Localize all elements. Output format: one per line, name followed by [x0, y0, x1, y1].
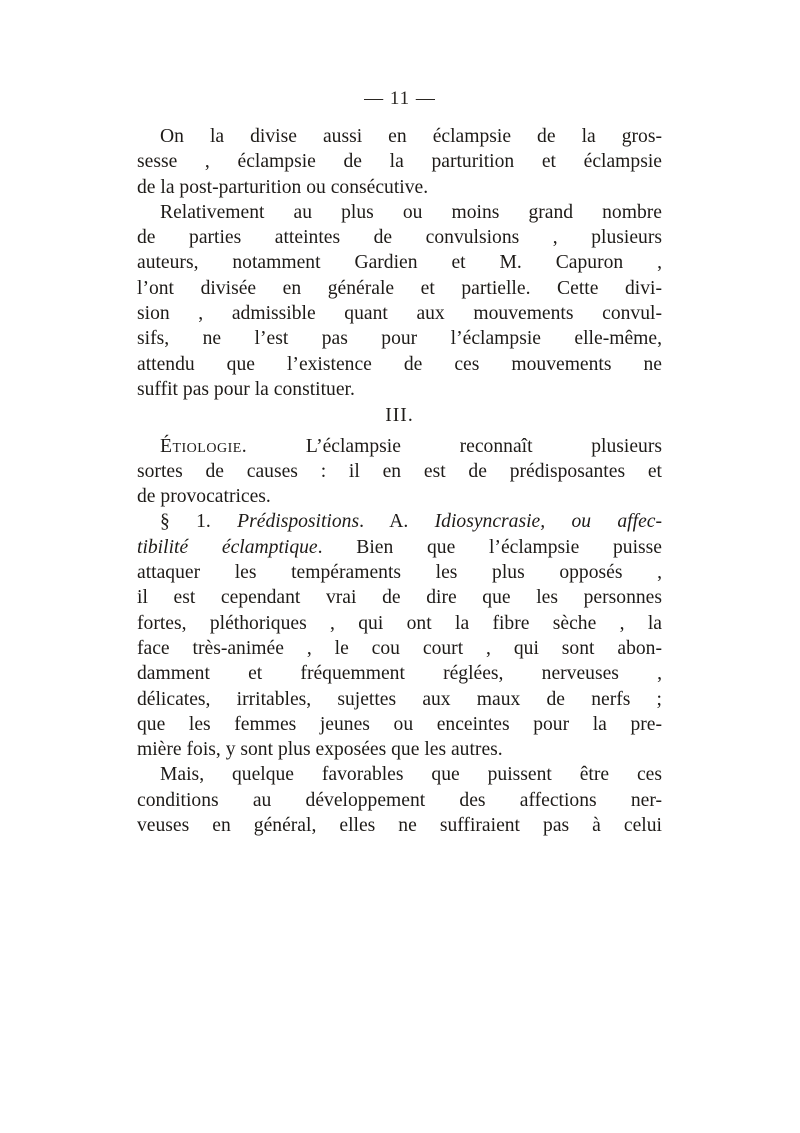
text-run: L’éclampsie reconnaît plusieurs [247, 435, 662, 457]
paragraph-4 [137, 509, 662, 762]
text-line: sion , admissible quant aux mouvements convul- [137, 303, 662, 325]
text-run: . A. [359, 511, 435, 533]
page-number: — 11 — [364, 88, 436, 109]
text-line: de provocatrices. [137, 486, 271, 508]
text-line: conditions au développement des affections ner- [137, 789, 662, 811]
italic-title: Prédispositions [237, 511, 360, 533]
section-mark: § 1. [160, 511, 238, 533]
text-line: sifs, ne l’est pas pour l’éclampsie elle-même, [137, 328, 662, 350]
body-text [137, 124, 662, 838]
italic-title: tibilité éclamptique [137, 536, 318, 558]
text-line: sesse , éclampsie de la parturition et éclampsie [137, 151, 662, 173]
paragraph-5 [137, 762, 662, 838]
section-lead: Étiologie. [160, 435, 248, 457]
text-line: il est cependant vrai de dire que les personnes [137, 587, 662, 609]
text-line: de la post-parturition ou consécutive. [137, 176, 429, 198]
text-line [137, 509, 662, 534]
text-line: sortes de causes : il en est de prédisposantes et [137, 460, 662, 482]
text-line: attendu que l’existence de ces mouvements ne [137, 353, 662, 375]
text-line: face très-animée , le cou court , qui sont abon- [137, 637, 662, 659]
text-line: On la divise aussi en éclampsie de la gros- [160, 126, 662, 147]
text-line: attaquer les tempéraments les plus opposés , [137, 562, 662, 584]
text-line: Mais, quelque favorables que puissent être ces [160, 764, 662, 786]
text-line: délicates, irritables, sujettes aux maux de nerfs ; [137, 688, 662, 710]
text-line: damment et fréquemment réglées, nerveuses , [137, 663, 662, 685]
text-line: que les femmes jeunes ou enceintes pour la pre- [137, 713, 662, 735]
text-line: fortes, pléthoriques , qui ont la fibre sèche , la [137, 612, 662, 634]
paragraph-3 [137, 434, 662, 510]
paragraph-1 [137, 124, 662, 200]
text-line: mière fois, y sont plus exposées que les autres. [137, 739, 503, 761]
text-line: veuses en général, elles ne suffiraient pas à celui [137, 815, 662, 837]
text-line [137, 434, 662, 459]
text-line: auteurs, notamment Gardien et M. Capuron , [137, 252, 662, 274]
text-line [137, 535, 662, 560]
text-line: de parties atteintes de convulsions , plusieurs [137, 227, 662, 249]
text-line: l’ont divisée en générale et partielle. Cette divi- [137, 277, 662, 299]
paragraph-2 [137, 200, 662, 402]
section-heading: III. [385, 405, 414, 427]
text-line: Relativement au plus ou moins grand nombre [160, 201, 662, 223]
text-line: suffit pas pour la constituer. [137, 378, 355, 400]
text-run: . Bien que l’éclampsie puisse [317, 536, 662, 558]
italic-title: Idiosyncrasie, ou affec- [434, 511, 662, 533]
